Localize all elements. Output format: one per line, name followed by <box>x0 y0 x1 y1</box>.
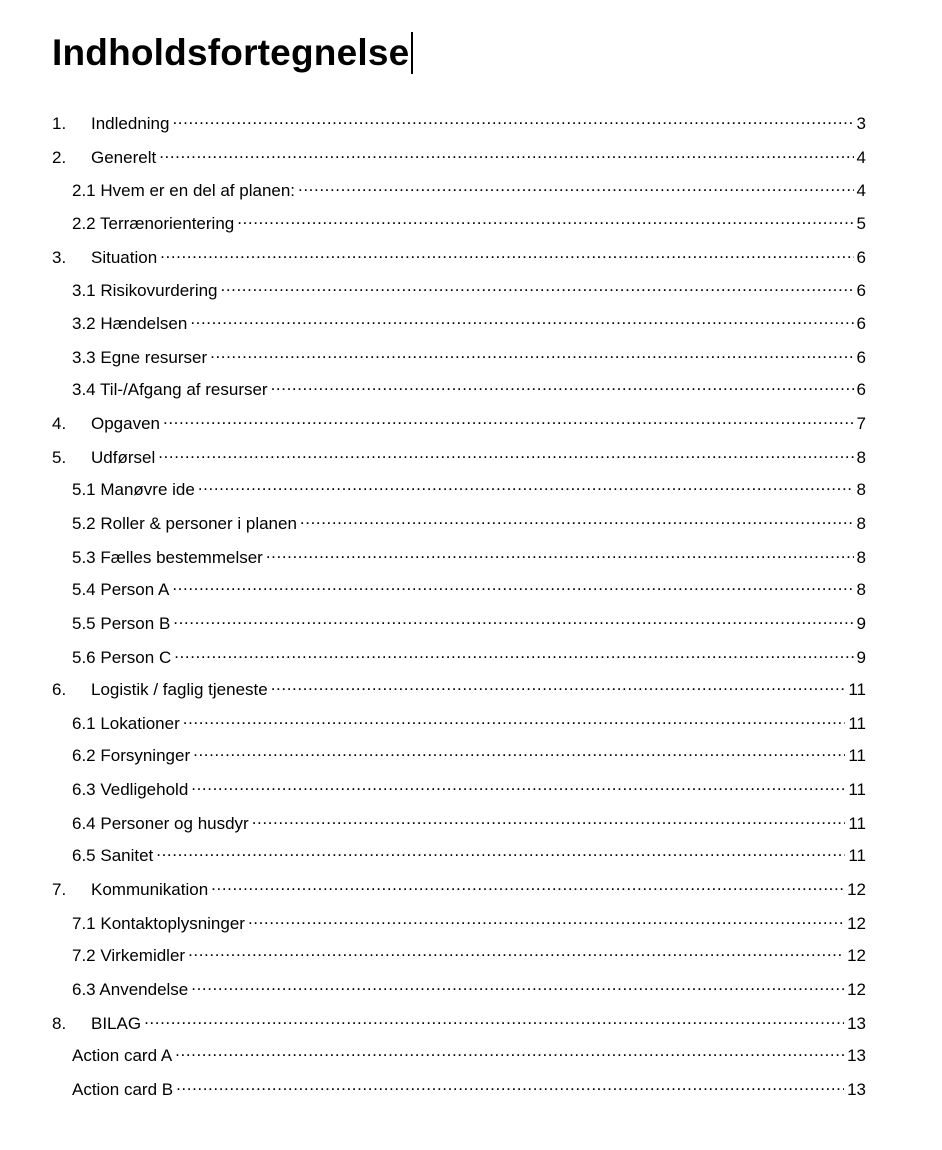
toc-entry[interactable] <box>52 1041 866 1066</box>
toc-entry-page-number: 11 <box>848 846 866 865</box>
toc-entry-page-number: 11 <box>848 780 866 799</box>
toc-entry[interactable] <box>52 1075 866 1100</box>
dot-leader <box>191 975 844 995</box>
text-cursor <box>411 32 413 74</box>
toc-entry[interactable] <box>52 1009 866 1034</box>
toc-entry-page-number: 11 <box>848 814 866 833</box>
toc-entry-label: 5.3 Fælles bestemmelser <box>72 548 263 567</box>
toc-entry-label: 2.1 Hvem er en del af planen: <box>72 181 296 200</box>
toc-entry[interactable] <box>52 509 866 534</box>
toc-entry-label: 7.1 Kontaktoplysninger <box>72 914 245 933</box>
dot-leader <box>160 243 853 263</box>
toc-entry-label: 5.6 Person C <box>72 648 172 667</box>
dot-leader <box>158 443 853 463</box>
dot-leader <box>191 775 845 795</box>
toc-entry-label: 6.3 Anvendelse <box>72 980 189 999</box>
toc-entry[interactable] <box>52 109 866 134</box>
toc-entry[interactable] <box>52 409 866 434</box>
toc-entry-number: 5. <box>52 448 67 467</box>
toc-entry-label: Logistik / faglig tjeneste <box>91 680 268 699</box>
toc-entry[interactable] <box>52 841 866 866</box>
toc-entry-number: 3. <box>52 248 67 267</box>
toc-entry[interactable] <box>52 343 866 368</box>
toc-entry-page-number: 6 <box>856 348 866 367</box>
page-title[interactable]: Indholdsfortegnelse <box>52 32 410 73</box>
dot-leader <box>237 209 853 229</box>
toc-entry[interactable] <box>52 309 866 334</box>
toc-entry-label: 6.4 Personer og husdyr <box>72 814 249 833</box>
toc-entry-page-number: 8 <box>856 448 866 467</box>
toc-entry-label: 3.2 Hændelsen <box>72 314 188 333</box>
toc-entry-number: 4. <box>52 414 67 433</box>
dot-leader <box>298 176 854 196</box>
toc-entry[interactable] <box>52 643 866 668</box>
toc-entry-label: 5.1 Manøvre ide <box>72 480 195 499</box>
toc-entry-label: 7.2 Virkemidler <box>72 946 186 965</box>
toc-entry-page-number: 6 <box>856 281 866 300</box>
toc-entry-page-number: 12 <box>847 914 866 933</box>
toc-entry-label: BILAG <box>91 1014 142 1033</box>
toc-entry-page-number: 9 <box>856 614 866 633</box>
toc-entry[interactable] <box>52 209 866 234</box>
toc-entry[interactable] <box>52 809 866 834</box>
toc-entry-label: Opgaven <box>91 414 160 433</box>
toc-entry-label: Kommunikation <box>91 880 209 899</box>
dot-leader <box>175 1041 844 1061</box>
toc-entry-label: 6.1 Lokationer <box>72 714 180 733</box>
toc-entry-page-number: 8 <box>856 580 866 599</box>
toc-entry[interactable] <box>52 176 866 201</box>
toc-entry-number: 6. <box>52 680 67 699</box>
toc-entry[interactable] <box>52 276 866 301</box>
toc-entry-label: Indledning <box>91 114 170 133</box>
toc-entry-page-number: 8 <box>856 514 866 533</box>
toc-entry[interactable] <box>52 443 866 468</box>
toc-entry-label: 3.1 Risikovurdering <box>72 281 218 300</box>
toc-entry[interactable] <box>52 475 866 500</box>
toc-entry-label: Action card B <box>72 1080 174 1099</box>
toc-entry-number: 8. <box>52 1014 67 1033</box>
toc-entry-page-number: 13 <box>847 1046 866 1065</box>
toc-entry-number: 7. <box>52 880 67 899</box>
dot-leader <box>210 343 853 363</box>
toc-entry-page-number: 12 <box>847 946 866 965</box>
toc-entry-number: 2. <box>52 148 67 167</box>
dot-leader <box>173 609 853 629</box>
toc-entry[interactable] <box>52 709 866 734</box>
dot-leader <box>221 276 854 296</box>
toc-entry-label: 2.2 Terrænorientering <box>72 214 235 233</box>
toc-entry-label: 5.5 Person B <box>72 614 171 633</box>
toc-entry-number: 1. <box>52 114 67 133</box>
toc-entry[interactable] <box>52 575 866 600</box>
toc-entry[interactable] <box>52 775 866 800</box>
toc-entry-page-number: 9 <box>856 648 866 667</box>
dot-leader <box>159 143 853 163</box>
toc-entry-label: Udførsel <box>91 448 156 467</box>
toc-entry[interactable] <box>52 609 866 634</box>
toc-entry[interactable] <box>52 909 866 934</box>
toc-entry-page-number: 13 <box>847 1014 866 1033</box>
dot-leader <box>174 643 853 663</box>
toc-entry-page-number: 5 <box>856 214 866 233</box>
toc-entry-page-number: 11 <box>848 746 866 765</box>
toc-entry[interactable] <box>52 243 866 268</box>
dot-leader <box>271 375 854 395</box>
dot-leader <box>198 475 854 495</box>
toc-entry[interactable] <box>52 875 866 900</box>
dot-leader <box>172 109 853 129</box>
toc-entry-label: Situation <box>91 248 158 267</box>
toc-entry-label: 5.4 Person A <box>72 580 170 599</box>
toc-entry-page-number: 4 <box>856 181 866 200</box>
toc-entry-label: 5.2 Roller & personer i planen <box>72 514 297 533</box>
toc-entry-label: Generelt <box>91 148 157 167</box>
toc-entry[interactable] <box>52 975 866 1000</box>
toc-entry[interactable] <box>52 375 866 400</box>
toc-entry-label: 6.2 Forsyninger <box>72 746 191 765</box>
dot-leader <box>144 1009 844 1029</box>
toc-entry[interactable] <box>52 741 866 766</box>
toc-entry[interactable] <box>52 675 866 700</box>
dot-leader <box>271 675 846 695</box>
toc-entry[interactable] <box>52 941 866 966</box>
toc-entry-page-number: 6 <box>856 248 866 267</box>
toc-entry[interactable] <box>52 143 866 168</box>
dot-leader <box>193 741 845 761</box>
toc-entry-page-number: 4 <box>856 148 866 167</box>
dot-leader <box>183 709 846 729</box>
dot-leader <box>190 309 853 329</box>
toc-entry-page-number: 11 <box>848 714 866 733</box>
toc-entry-page-number: 8 <box>856 548 866 567</box>
toc-entry-page-number: 11 <box>848 680 866 699</box>
toc-title-container[interactable] <box>52 30 413 76</box>
toc-entry-label: 3.4 Til-/Afgang af resurser <box>72 380 268 399</box>
toc-entry-page-number: 12 <box>847 880 866 899</box>
dot-leader <box>248 909 844 929</box>
dot-leader <box>211 875 844 895</box>
toc-entry-label: 3.3 Egne resurser <box>72 348 208 367</box>
toc-entry-label: 6.5 Sanitet <box>72 846 154 865</box>
toc-entry[interactable] <box>52 543 866 568</box>
dot-leader <box>156 841 845 861</box>
toc-entry-page-number: 6 <box>856 314 866 333</box>
toc-entry-page-number: 3 <box>856 114 866 133</box>
toc-entry-label: 6.3 Vedligehold <box>72 780 189 799</box>
dot-leader <box>188 941 844 961</box>
dot-leader <box>172 575 853 595</box>
dot-leader <box>163 409 854 429</box>
dot-leader <box>300 509 854 529</box>
toc-entry-page-number: 13 <box>847 1080 866 1099</box>
dot-leader <box>266 543 854 563</box>
toc-entry-page-number: 8 <box>856 480 866 499</box>
dot-leader <box>252 809 846 829</box>
toc-entry-page-number: 7 <box>856 414 866 433</box>
toc-entry-page-number: 12 <box>847 980 866 999</box>
toc-entry-label: Action card A <box>72 1046 173 1065</box>
dot-leader <box>176 1075 844 1095</box>
toc-entry-page-number: 6 <box>856 380 866 399</box>
